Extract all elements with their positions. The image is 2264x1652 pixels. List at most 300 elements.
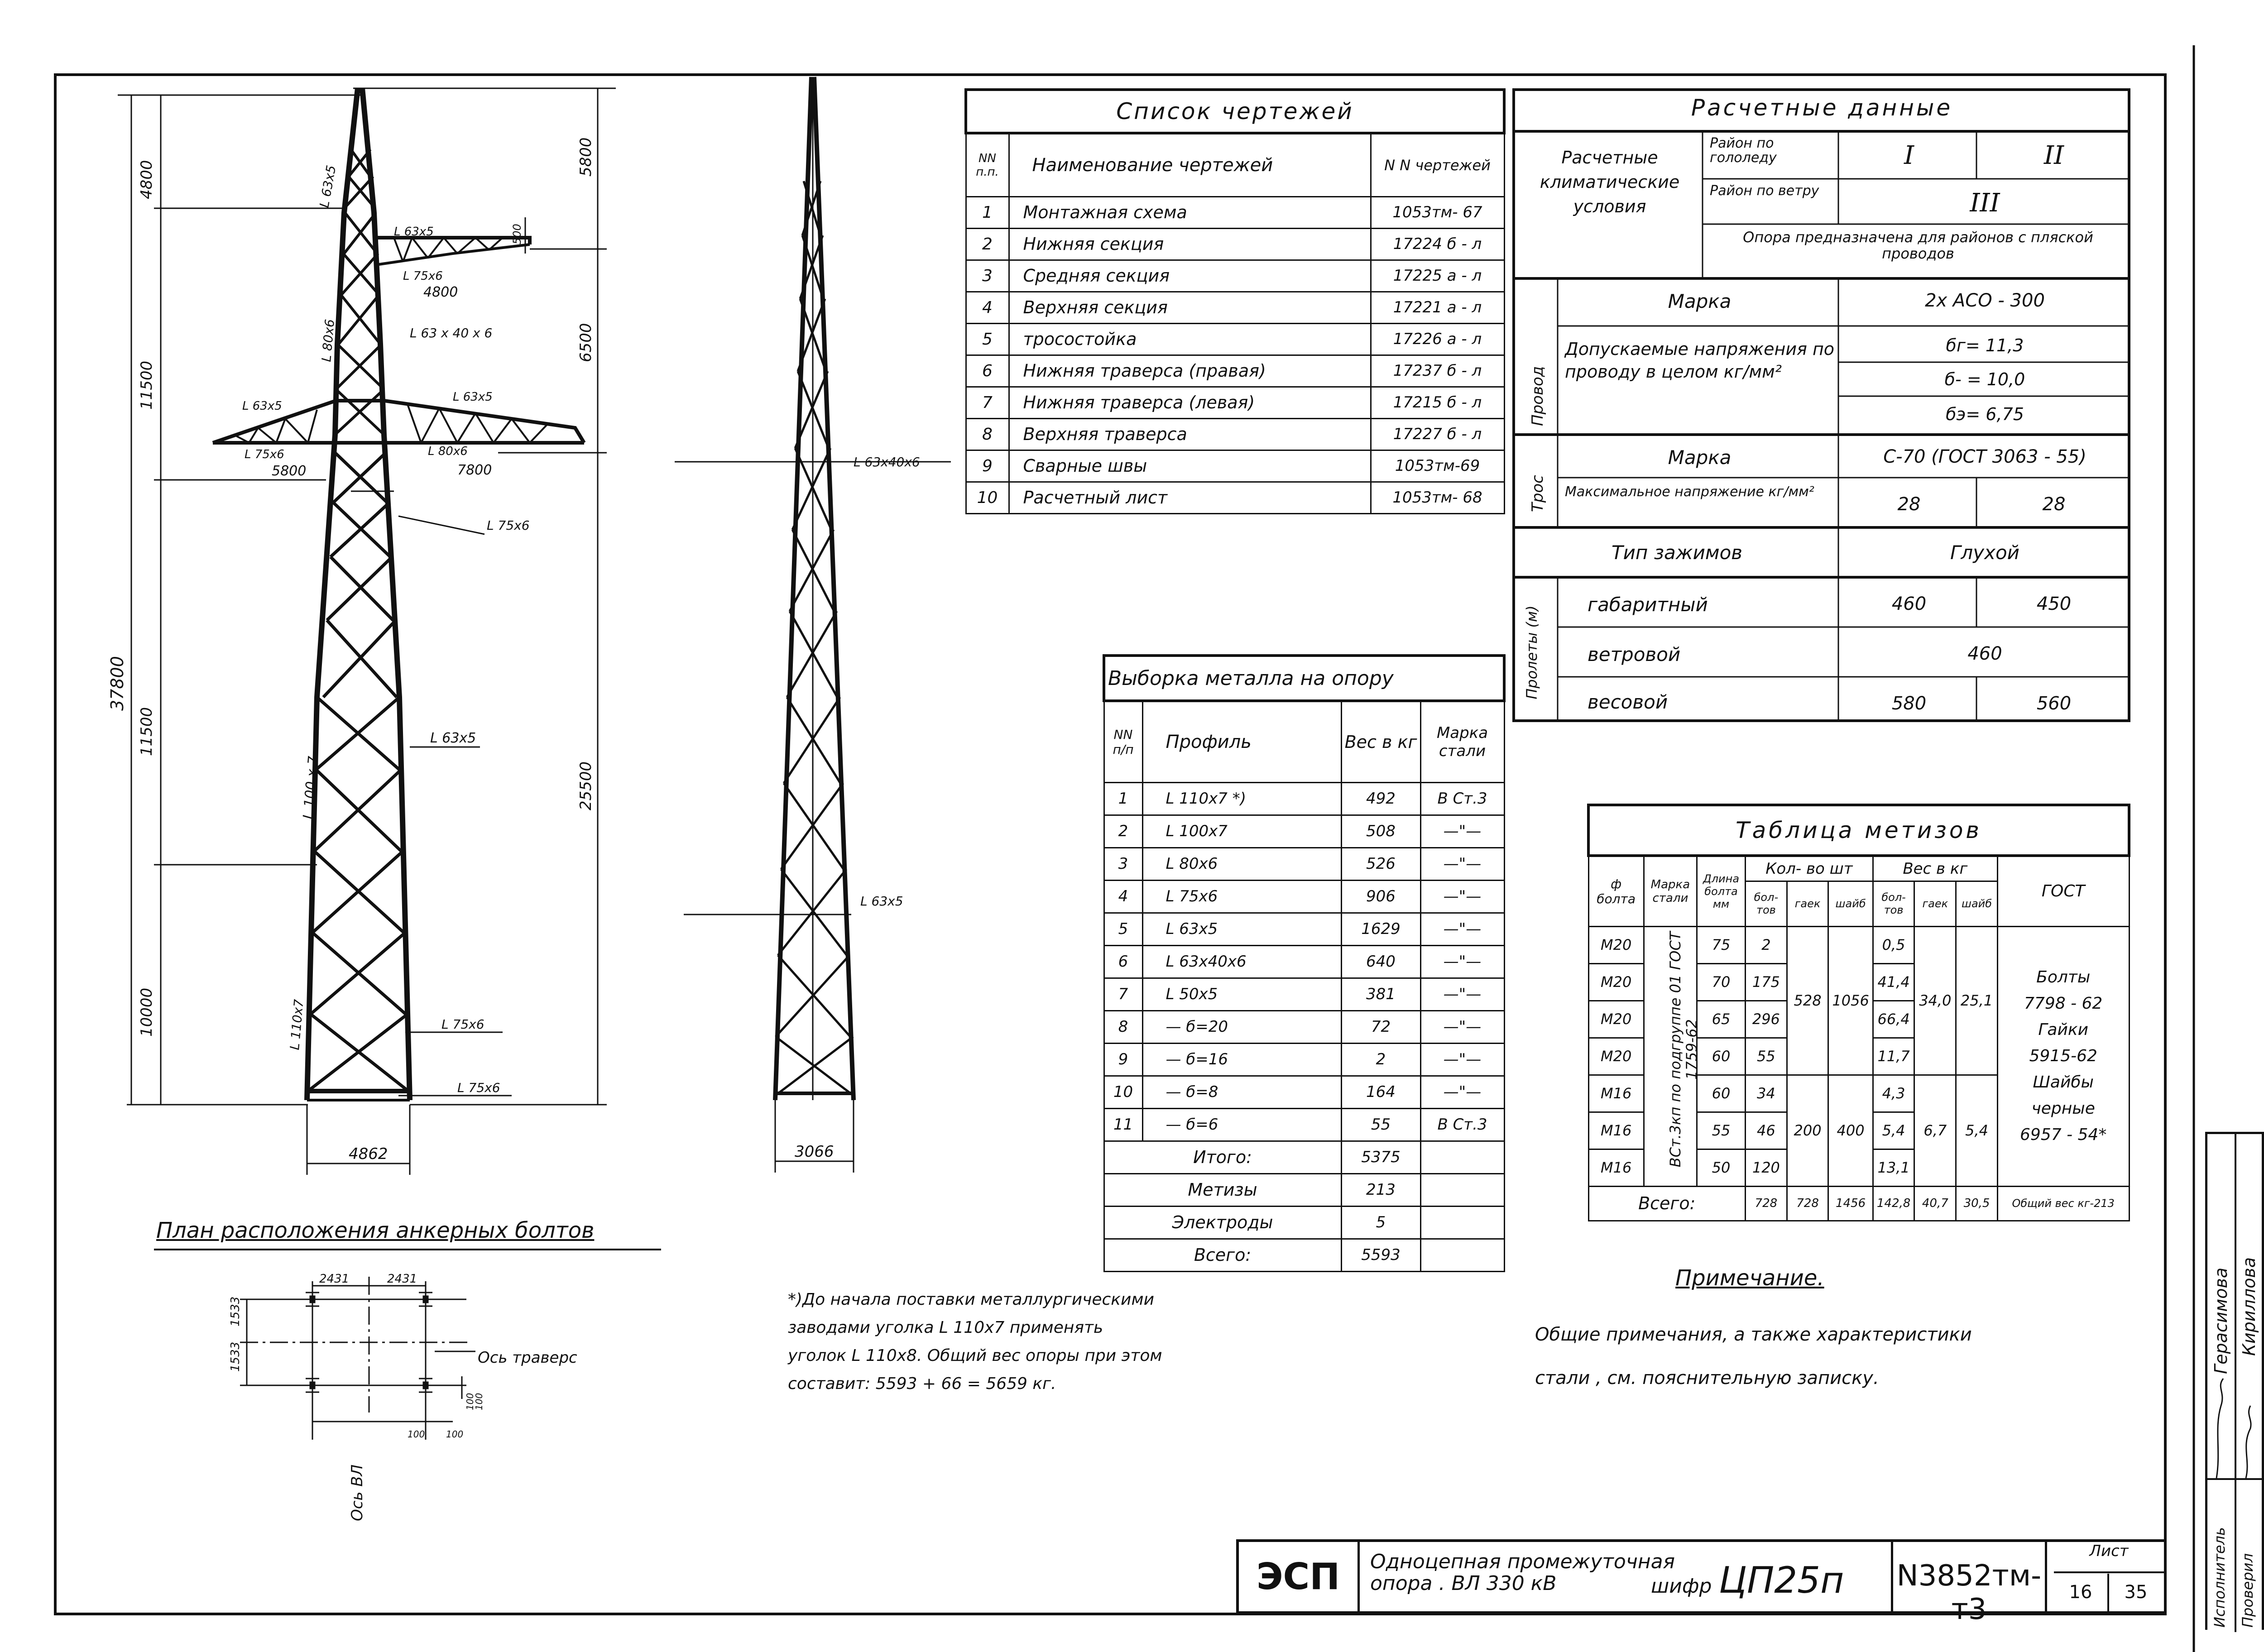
drawings-row-name: Расчетный лист	[1009, 482, 1371, 513]
metal-row	[1104, 848, 1504, 880]
hw-row-bolts: 2	[1746, 926, 1787, 963]
metal-total-empty	[1420, 1239, 1504, 1271]
metal-col-nn: NN п/п	[1104, 701, 1142, 782]
side-label-1: L 63x40x6	[854, 455, 920, 469]
rope-mark-label: Марка	[1668, 446, 1732, 469]
metal-body	[1104, 782, 1504, 1141]
hw-row-phi: М16	[1588, 1112, 1644, 1149]
stamp-name-1: Герасимова	[2211, 1267, 2231, 1374]
metal-row-weight: 906	[1341, 880, 1420, 913]
metal-total-label: Итого:	[1104, 1141, 1341, 1173]
hardware-table	[1587, 804, 2130, 1221]
hw-row-phi: М16	[1588, 1075, 1644, 1112]
hw-col-bolts: бол- тов	[1746, 881, 1787, 926]
dim-11500-middle: 11500	[138, 707, 156, 756]
rope-stress-2: 28	[2042, 494, 2066, 515]
drawing-number: N3852тм-т3	[1896, 1559, 2042, 1626]
cipher-label: шифр	[1651, 1575, 1712, 1598]
metal-row-steel: В Ст.3	[1420, 782, 1504, 815]
sheet-cell	[2054, 1542, 2164, 1611]
hw-col-nuts-weight: гаек	[1914, 881, 1956, 926]
wire-stress-3: бэ= 6,75	[1946, 404, 2024, 424]
metal-total-row	[1104, 1173, 1504, 1206]
drawings-row-num: 6	[966, 355, 1009, 387]
dim-4800-left: 4800	[138, 160, 156, 199]
dim-25500: 25500	[577, 761, 595, 810]
hw-row-bolts: 120	[1746, 1149, 1787, 1186]
drawings-row-name: Монтажная схема	[1009, 196, 1371, 228]
plan-dim-small-1: 100	[408, 1429, 425, 1440]
drawings-row	[966, 292, 1504, 323]
plan-dim-top-1: 2431	[319, 1272, 350, 1286]
hw-row-bolts: 175	[1746, 963, 1787, 1001]
span-weight-2: 560	[2036, 693, 2072, 714]
drawings-row-number: 1053тм- 68	[1371, 482, 1504, 513]
metal-row-steel: —"—	[1420, 978, 1504, 1010]
drawings-row	[966, 450, 1504, 482]
metal-total-label: Всего:	[1104, 1239, 1341, 1271]
rope-stress-label: Максимальное напряжение кг/мм²	[1565, 484, 1814, 500]
label-mid-leg: L 80x6	[319, 318, 338, 363]
hw-total-bolts-weight: 142,8	[1873, 1186, 1914, 1221]
drawings-row	[966, 196, 1504, 228]
metal-row-weight: 55	[1341, 1108, 1420, 1141]
hw-row-bolt-weight: 0,5	[1873, 926, 1914, 963]
drawings-row-num: 9	[966, 450, 1009, 482]
metal-row-profile: L 80x6	[1142, 848, 1341, 880]
wire-group-label: Провод	[1529, 366, 1547, 426]
dim-500: 500	[511, 224, 523, 244]
hw-col-length: Длина болта мм	[1697, 856, 1746, 926]
drawings-row-num: 1	[966, 196, 1009, 228]
base-width-front: 4862	[349, 1145, 388, 1163]
remark-title: Примечание.	[1675, 1265, 1824, 1291]
metal-table	[1103, 654, 1506, 1272]
hw-gost-line: Болты	[2036, 968, 2091, 986]
metal-row-weight: 526	[1341, 848, 1420, 880]
sheet-number: 16	[2054, 1574, 2109, 1611]
drawing-number-cell	[1891, 1542, 2047, 1626]
drawings-row-num: 8	[966, 418, 1009, 450]
hw-gost-line: Шайбы	[2033, 1073, 2094, 1092]
metal-title: Выборка металла на опору	[1104, 656, 1504, 701]
metal-totals	[1104, 1141, 1504, 1271]
dim-10000: 10000	[138, 987, 156, 1037]
metal-total-label: Электроды	[1104, 1206, 1341, 1239]
drawings-list-body	[966, 196, 1504, 513]
title-line-2: опора . ВЛ 330 кВ	[1370, 1572, 1557, 1595]
label-top-leg: L 63x5	[317, 164, 339, 209]
plan-dim-small-4: 100	[474, 1393, 484, 1410]
hw-gost-line: Гайки	[2038, 1020, 2089, 1039]
remark-line-2: стали , см. пояснительную записку.	[1535, 1368, 1879, 1389]
approval-stamp	[2205, 1132, 2264, 1630]
drawings-row-num: 3	[966, 260, 1009, 292]
climate-label: Расчетные климатические условия	[1540, 148, 1680, 216]
drawings-row-name: Верхняя секция	[1009, 292, 1371, 323]
metal-row-profile: L 110x7 *)	[1142, 782, 1341, 815]
axis-line-label: Ось ВЛ	[348, 1464, 366, 1521]
drawings-row-name: Сварные швы	[1009, 450, 1371, 482]
base-width-side: 3066	[795, 1143, 834, 1161]
span-weight-1: 580	[1891, 693, 1927, 714]
drawings-row	[966, 260, 1504, 292]
drawings-row-num: 10	[966, 482, 1009, 513]
hw-row-bolt-weight: 13,1	[1873, 1149, 1914, 1186]
metal-row-profile: L 63x40x6	[1142, 945, 1341, 978]
dim-total-height: 37800	[107, 656, 127, 711]
drawings-row	[966, 482, 1504, 513]
metal-row-steel: —"—	[1420, 913, 1504, 945]
plan-dim-left-1: 1533	[229, 1296, 242, 1326]
hw-col-count: Кол- во шт	[1746, 856, 1873, 881]
metal-row-steel: —"—	[1420, 848, 1504, 880]
footnote-line-4: составит: 5593 + 66 = 5659 кг.	[788, 1374, 1056, 1393]
drawings-row-name: Нижняя секция	[1009, 228, 1371, 260]
hw-row-length: 75	[1697, 926, 1746, 963]
signature-marks	[2207, 1134, 2264, 1632]
hw-m20-nuts: 528	[1787, 926, 1828, 1075]
hw-total-label: Всего:	[1588, 1186, 1746, 1221]
hw-col-bolts-weight: бол- тов	[1873, 881, 1914, 926]
metal-row-weight: 2	[1341, 1043, 1420, 1076]
wire-mark: 2х АСО - 300	[1925, 290, 2045, 311]
remark-line-1: Общие примечания, а также характеристики	[1535, 1324, 1972, 1345]
plan-dim-small-2: 100	[446, 1429, 464, 1440]
span-wind-label: ветровой	[1588, 643, 1681, 666]
hw-row-phi: М20	[1588, 1001, 1644, 1038]
label-upper-arm-top: L 63x5	[394, 225, 434, 239]
hw-gost-line: 6957 - 54*	[2020, 1125, 2107, 1144]
metal-row	[1104, 1010, 1504, 1043]
dim-5800-right: 5800	[577, 137, 595, 177]
metal-row-steel: —"—	[1420, 1010, 1504, 1043]
hw-m16-washers: 400	[1828, 1075, 1873, 1186]
hw-row-length: 70	[1697, 963, 1746, 1001]
sheet-total: 35	[2124, 1582, 2148, 1603]
hw-row-length: 60	[1697, 1075, 1746, 1112]
metal-row	[1104, 913, 1504, 945]
hw-row-length: 60	[1697, 1038, 1746, 1075]
metal-row-weight: 72	[1341, 1010, 1420, 1043]
dim-11500-upper: 11500	[138, 360, 156, 410]
stamp-role-1: Исполнитель	[2211, 1527, 2228, 1628]
calc-note: Опора предназначена для районов с пляской проводов	[1743, 229, 2093, 262]
rope-group-label: Трос	[1529, 475, 1547, 512]
ice-region-1: I	[1904, 141, 1914, 170]
title-org-cell	[1239, 1542, 1360, 1611]
label-brace-mid: L 63x5	[430, 730, 476, 746]
metal-total-value: 5375	[1341, 1141, 1420, 1173]
drawings-row-num: 7	[966, 387, 1009, 418]
hw-gost-line: черные	[2031, 1099, 2095, 1118]
hw-row-bolt-weight: 11,7	[1873, 1038, 1914, 1075]
label-arm-right-bottom: L 80x6	[428, 445, 468, 458]
metal-row-num: 3	[1104, 848, 1142, 880]
clamp-type: Глухой	[1950, 541, 2019, 564]
drawings-col-name: Наименование чертежей	[1009, 133, 1371, 196]
hw-m16-washers-weight: 5,4	[1956, 1075, 1998, 1186]
hw-row-length: 50	[1697, 1149, 1746, 1186]
hw-row-bolts: 55	[1746, 1038, 1787, 1075]
metal-total-empty	[1420, 1206, 1504, 1239]
drawings-row-number: 17227 б - л	[1371, 418, 1504, 450]
metal-row-num: 5	[1104, 913, 1142, 945]
metal-row-steel: —"—	[1420, 1076, 1504, 1108]
metal-total-value: 5	[1341, 1206, 1420, 1239]
tower-front-view	[213, 88, 584, 1100]
span-wind: 460	[1967, 643, 2002, 664]
metal-total-row	[1104, 1239, 1504, 1271]
label-arm-right-top: L 63x5	[453, 390, 493, 404]
metal-row-profile: — б=6	[1142, 1108, 1341, 1141]
hw-total-weight: Общий вес кг-213	[1997, 1186, 2129, 1221]
ice-label: Район по гололеду	[1710, 135, 1777, 166]
drawings-row-name: тросостойка	[1009, 323, 1371, 355]
span-gabarit-1: 460	[1891, 594, 1927, 614]
ice-region-2: II	[2043, 141, 2064, 170]
wire-stress-2: б- = 10,0	[1944, 369, 2025, 389]
rope-mark: С-70 (ГОСТ 3063 - 55)	[1883, 446, 2087, 467]
metal-row-steel: —"—	[1420, 1043, 1504, 1076]
anchor-plan-title: План расположения анкерных болтов	[156, 1218, 595, 1243]
drawings-row-number: 17237 б - л	[1371, 355, 1504, 387]
org-name: ЭСП	[1256, 1556, 1340, 1598]
axis-traverse-label: Ось траверс	[478, 1349, 577, 1367]
drawings-row-num: 4	[966, 292, 1009, 323]
hw-total-washers-weight: 30,5	[1956, 1186, 1998, 1221]
drawings-col-nn: NN п.п.	[966, 133, 1009, 196]
metal-row-profile: L 50x5	[1142, 978, 1341, 1010]
metal-row	[1104, 1108, 1504, 1141]
drawings-row	[966, 228, 1504, 260]
metal-total-empty	[1420, 1141, 1504, 1173]
wind-label: Район по ветру	[1710, 183, 1819, 199]
drawings-row-number: 1053тм-69	[1371, 450, 1504, 482]
hw-total-washers: 1456	[1828, 1186, 1873, 1221]
metal-row-profile: L 100x7	[1142, 815, 1341, 848]
footnote-line-3: уголок L 110x8. Общий вес опоры при этом	[788, 1346, 1162, 1365]
metal-row-weight: 381	[1341, 978, 1420, 1010]
hw-steel-note-cell	[1644, 926, 1700, 1186]
metal-row	[1104, 1076, 1504, 1108]
label-arm-left-len: 5800	[272, 463, 307, 479]
metal-row-num: 8	[1104, 1010, 1142, 1043]
label-arm-left-bottom: L 75x6	[245, 448, 284, 461]
metal-row-num: 6	[1104, 945, 1142, 978]
drawings-row	[966, 323, 1504, 355]
hw-m16-nuts: 200	[1787, 1075, 1828, 1186]
hw-m16-nuts-weight: 6,7	[1914, 1075, 1956, 1186]
metal-row-steel: —"—	[1420, 880, 1504, 913]
clamp-label: Тип зажимов	[1611, 541, 1743, 564]
label-upper-arm-len: 4800	[423, 284, 458, 300]
wire-stress-1: бг= 11,3	[1946, 335, 2024, 355]
metal-total-row	[1104, 1141, 1504, 1173]
sheet-label: Лист	[2054, 1542, 2164, 1573]
wind-region: III	[1970, 188, 2000, 218]
drawings-row-name: Средняя секция	[1009, 260, 1371, 292]
drawings-row-number: 17224 б - л	[1371, 228, 1504, 260]
label-cross-member: L 63 x 40 x 6	[410, 326, 493, 340]
plan-dim-small-3: 100	[465, 1393, 475, 1410]
metal-row-weight: 164	[1341, 1076, 1420, 1108]
hw-gost-cell	[1997, 926, 2129, 1186]
hw-row-bolt-weight: 5,4	[1873, 1112, 1914, 1149]
metal-row	[1104, 880, 1504, 913]
rope-stress-1: 28	[1897, 494, 1921, 515]
metal-row-weight: 508	[1341, 815, 1420, 848]
drawings-row-number: 17226 а - л	[1371, 323, 1504, 355]
span-gabarit-2: 450	[2036, 594, 2072, 614]
footnote	[788, 1286, 1377, 1398]
drawings-row	[966, 387, 1504, 418]
metal-row-num: 10	[1104, 1076, 1142, 1108]
metal-col-weight: Вес в кг	[1341, 701, 1420, 782]
drawings-row-number: 17215 б - л	[1371, 387, 1504, 418]
drawings-row-number: 1053тм- 67	[1371, 196, 1504, 228]
hw-gost-line: 7798 - 62	[2024, 994, 2103, 1013]
wire-stress-label: Допускаемые напряжения по проводу в целом кг/мм²	[1565, 339, 1835, 382]
metal-col-steel: Марка стали	[1420, 701, 1504, 782]
title-block	[1236, 1539, 2167, 1626]
label-brace-lower1: L 75x6	[441, 1017, 484, 1032]
tower-side-view	[775, 77, 854, 1173]
drawings-row-num: 2	[966, 228, 1009, 260]
hw-m20-nuts-weight: 34,0	[1914, 926, 1956, 1075]
drawings-row-number: 17225 а - л	[1371, 260, 1504, 292]
metal-total-empty	[1420, 1173, 1504, 1206]
metal-total-value: 5593	[1341, 1239, 1420, 1271]
hw-row-phi: М20	[1588, 963, 1644, 1001]
hw-m20-washers-weight: 25,1	[1956, 926, 1998, 1075]
hw-row-bolts: 46	[1746, 1112, 1787, 1149]
title-line-1: Одноцепная промежуточная	[1370, 1550, 1675, 1573]
side-label-2: L 63x5	[860, 894, 903, 909]
drawings-row-num: 5	[966, 323, 1009, 355]
metal-row-num: 11	[1104, 1108, 1142, 1141]
hw-col-washers: шайб	[1828, 881, 1873, 926]
hw-row-length: 55	[1697, 1112, 1746, 1149]
hardware-body	[1588, 926, 2129, 1186]
label-arm-right-len: 7800	[457, 462, 492, 478]
hw-row-length: 65	[1697, 1001, 1746, 1038]
metal-total-row	[1104, 1206, 1504, 1239]
hw-col-nuts: гаек	[1787, 881, 1828, 926]
hw-row-bolts: 34	[1746, 1075, 1787, 1112]
metal-row-steel: —"—	[1420, 945, 1504, 978]
metal-row	[1104, 945, 1504, 978]
hw-col-washers-weight: шайб	[1956, 881, 1998, 926]
hardware-row	[1588, 926, 2129, 963]
label-brace-lower2: L 75x6	[457, 1080, 500, 1095]
metal-row-steel: —"—	[1420, 815, 1504, 848]
metal-row-num: 1	[1104, 782, 1142, 815]
hw-col-phi: ф болта	[1588, 856, 1644, 926]
hw-total-bolts: 728	[1746, 1186, 1787, 1221]
stamp-name-2: Кириллова	[2239, 1257, 2259, 1356]
metal-total-label: Метизы	[1104, 1173, 1341, 1206]
metal-row-num: 2	[1104, 815, 1142, 848]
metal-total-value: 213	[1341, 1173, 1420, 1206]
metal-row-num: 7	[1104, 978, 1142, 1010]
label-arm-left-top: L 63x5	[242, 399, 282, 413]
stamp-role-2: Проверил	[2239, 1553, 2256, 1628]
hw-row-phi: М20	[1588, 926, 1644, 963]
footnote-line-2: заводами уголка L 110x7 применять	[788, 1318, 1103, 1337]
drawings-row-name: Верхняя траверса	[1009, 418, 1371, 450]
hw-col-gost: ГОСТ	[1997, 856, 2129, 926]
hw-gost-line: 5915-62	[2029, 1047, 2097, 1065]
metal-row-profile: L 75x6	[1142, 880, 1341, 913]
drawings-list-title: Список чертежей	[966, 90, 1504, 133]
hw-row-bolt-weight: 41,4	[1873, 963, 1914, 1001]
drawings-row	[966, 418, 1504, 450]
metal-row-steel: В Ст.3	[1420, 1108, 1504, 1141]
calc-title: Расчетные данные	[1691, 95, 1953, 121]
hardware-title: Таблица метизов	[1588, 805, 2129, 856]
metal-row	[1104, 1043, 1504, 1076]
hw-row-phi: М16	[1588, 1149, 1644, 1186]
footnote-line-1: *)До начала поставки металлургическими	[788, 1290, 1154, 1309]
metal-row-num: 9	[1104, 1043, 1142, 1076]
hw-row-bolt-weight: 4,3	[1873, 1075, 1914, 1112]
hw-col-mark: Марка стали	[1644, 856, 1697, 926]
span-gabarit-label: габаритный	[1588, 594, 1708, 616]
plan-dim-top-2: 2431	[387, 1272, 417, 1286]
drawings-row-name: Нижняя траверса (правая)	[1009, 355, 1371, 387]
metal-row	[1104, 978, 1504, 1010]
metal-row-weight: 1629	[1341, 913, 1420, 945]
metal-row-weight: 640	[1341, 945, 1420, 978]
drawings-row-number: 17221 а - л	[1371, 292, 1504, 323]
drawings-row	[966, 355, 1504, 387]
tower-dimension-labels	[107, 137, 595, 1163]
metal-row	[1104, 782, 1504, 815]
calc-data-table	[1512, 88, 2130, 722]
metal-row	[1104, 815, 1504, 848]
metal-row-profile: — б=16	[1142, 1043, 1341, 1076]
metal-row-num: 4	[1104, 880, 1142, 913]
hw-row-phi: М20	[1588, 1038, 1644, 1075]
drawings-row-name: Нижняя траверса (левая)	[1009, 387, 1371, 418]
remark-text	[1535, 1313, 2137, 1400]
plan-dim-left-2: 1533	[229, 1341, 242, 1372]
span-group-label: Пролеты (м)	[1523, 605, 1540, 699]
drawings-list-table	[964, 88, 1506, 514]
label-upper-arm-bottom: L 75x6	[403, 269, 443, 283]
label-main-leg: L 100 x 7	[300, 755, 322, 820]
wire-mark-label: Марка	[1668, 290, 1732, 312]
metal-row-profile: — б=20	[1142, 1010, 1341, 1043]
hw-row-bolt-weight: 66,4	[1873, 1001, 1914, 1038]
metal-row-profile: — б=8	[1142, 1076, 1341, 1108]
metal-row-profile: L 63x5	[1142, 913, 1341, 945]
hw-m20-washers: 1056	[1828, 926, 1873, 1075]
drawings-col-number: N N чертежей	[1371, 133, 1504, 196]
metal-row-weight: 492	[1341, 782, 1420, 815]
metal-col-profile: Профиль	[1142, 701, 1341, 782]
hw-total-nuts: 728	[1787, 1186, 1828, 1221]
cipher-code: ЦП25п	[1719, 1559, 1844, 1601]
hw-col-weight: Вес в кг	[1873, 856, 1997, 881]
dim-6500: 6500	[577, 323, 595, 362]
hw-steel-note: ВСт.3кп по подгруппе 01 ГОСТ 1759-62	[1666, 931, 1700, 1167]
label-lower-leg: L 110x7	[287, 998, 307, 1051]
label-waist: L 75x6	[487, 518, 530, 533]
hw-total-nuts-weight: 40,7	[1914, 1186, 1956, 1221]
span-weight-label: весовой	[1588, 691, 1668, 713]
